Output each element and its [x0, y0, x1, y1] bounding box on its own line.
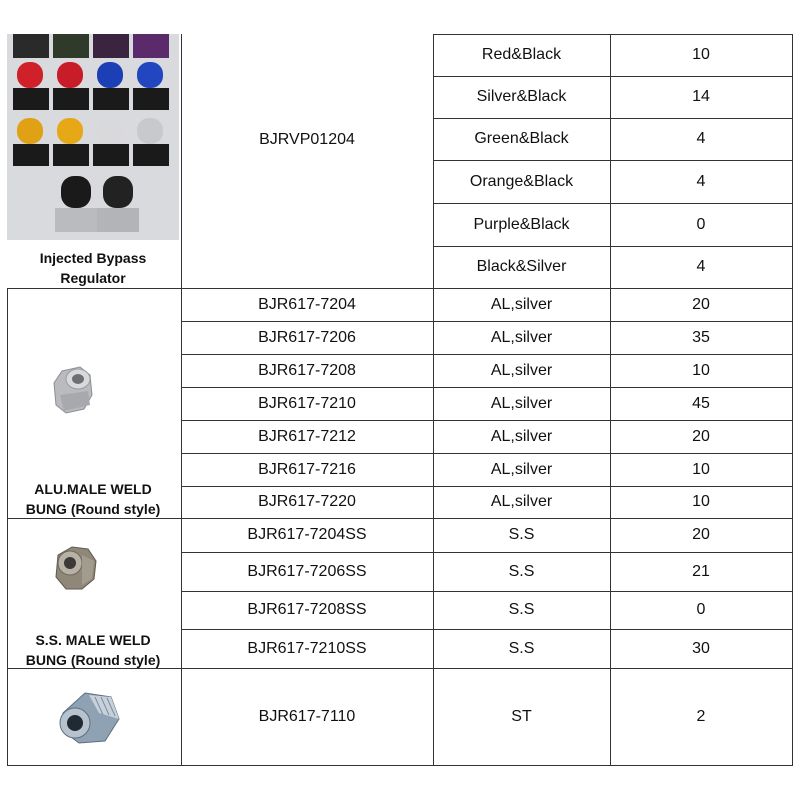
finish-cell: S.S	[508, 562, 535, 580]
finish-cell: AL,silver	[490, 328, 553, 346]
product-name-ss-bung: S.S. MALE WELD BUNG (Round style)	[25, 632, 161, 668]
stainless-weld-bung-photo	[52, 543, 102, 595]
model-cell: BJR617-7204SS	[247, 526, 367, 543]
finish-cell: ST	[511, 707, 532, 725]
model-cell: BJR617-7220	[258, 493, 356, 510]
model-cell: BJR617-7212	[258, 427, 356, 445]
finish-cell: Black&Silver	[476, 258, 567, 275]
qty-cell: 4	[696, 172, 706, 190]
qty-cell: 14	[692, 88, 710, 105]
qty-cell: 20	[692, 427, 710, 445]
qty-cell: 4	[696, 130, 706, 147]
qty-cell: 10	[692, 460, 710, 478]
model-cell: BJR617-7210	[258, 394, 356, 412]
finish-cell: AL,silver	[490, 427, 553, 445]
product-name-alu-bung: ALU.MALE WELD BUNG (Round style)	[25, 481, 161, 517]
model-cell: BJR617-7216	[258, 460, 356, 478]
model-cell: BJR617-7206	[258, 328, 356, 346]
qty-cell: 10	[692, 493, 710, 510]
finish-cell: Orange&Black	[469, 172, 574, 190]
qty-cell: 45	[692, 394, 710, 412]
qty-cell: 35	[692, 328, 710, 346]
finish-cell: Green&Black	[474, 130, 569, 147]
qty-cell: 20	[692, 526, 710, 543]
finish-cell: AL,silver	[490, 394, 553, 412]
finish-cell: Red&Black	[481, 46, 562, 63]
fuel-pressure-regulators-photo	[7, 34, 179, 240]
product-name-regulator: Injected Bypass Regulator	[39, 250, 147, 286]
qty-cell: 20	[692, 295, 710, 313]
qty-cell: 0	[696, 215, 706, 233]
steel-weld-bung-photo	[55, 683, 125, 753]
qty-cell: 10	[692, 361, 710, 379]
qty-cell: 10	[692, 46, 710, 63]
aluminum-weld-bung-photo	[50, 365, 100, 421]
finish-cell: S.S	[508, 526, 535, 543]
qty-cell: 0	[696, 601, 706, 618]
finish-cell: S.S	[508, 601, 535, 618]
finish-cell: AL,silver	[490, 460, 553, 478]
model-cell: BJR617-7210SS	[247, 639, 367, 657]
finish-cell: Purple&Black	[473, 215, 570, 233]
qty-cell: 21	[692, 562, 710, 580]
qty-cell: 4	[696, 258, 706, 275]
model-cell: BJR617-7206SS	[247, 562, 367, 580]
model-cell: BJR617-7204	[258, 295, 356, 313]
model-cell: BJR617-7208SS	[247, 601, 367, 618]
model-cell: BJR617-7208	[258, 361, 356, 379]
model-cell: BJRVP01204	[259, 131, 355, 148]
qty-cell: 2	[696, 707, 706, 725]
qty-cell: 30	[692, 639, 710, 657]
finish-cell: AL,silver	[490, 295, 553, 313]
finish-cell: AL,silver	[490, 493, 553, 510]
finish-cell: Silver&Black	[476, 88, 567, 105]
finish-cell: AL,silver	[490, 361, 553, 379]
model-cell: BJR617-7110	[258, 707, 356, 725]
finish-cell: S.S	[508, 639, 535, 657]
